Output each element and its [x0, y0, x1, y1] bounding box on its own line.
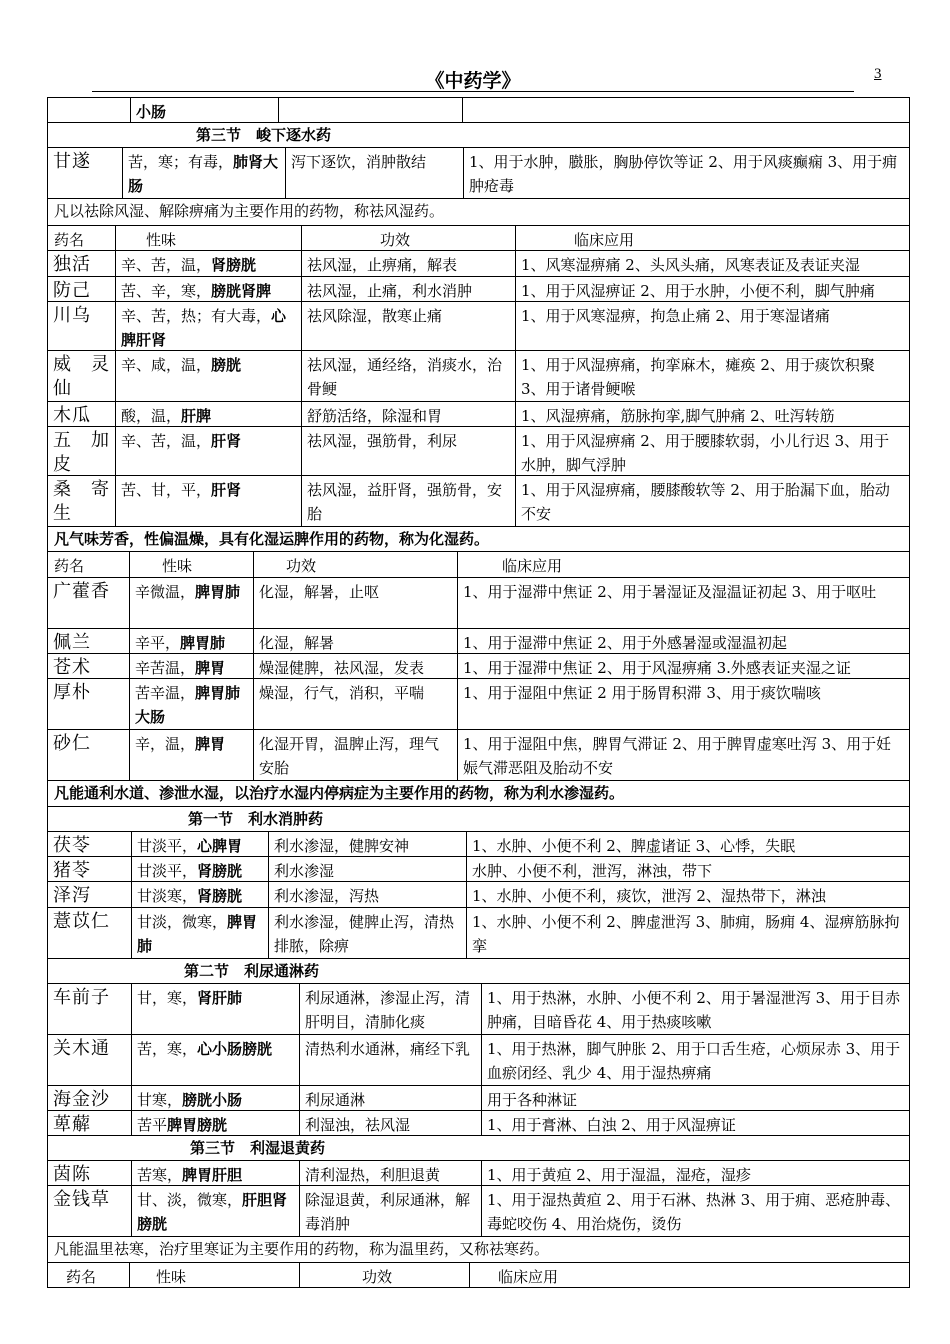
- prop-text: 辛，温，: [135, 735, 196, 753]
- intro-row: [47, 199, 910, 226]
- app-cell: 1、用于湿滞中焦证 2、用于外感暑湿或湿温初起: [463, 634, 787, 652]
- app-cell: 用于各种淋证: [487, 1091, 578, 1109]
- lishui3-block: [47, 1161, 910, 1237]
- app-cell: 1、用于湿热黄疸 2、用于石淋、热淋 3、用于痈、恶疮肿毒、毒蛇咬伤 4、用治烧伤，烫伤: [487, 1191, 901, 1233]
- organ-text: 脾胃膀胱: [167, 1116, 228, 1134]
- table-row: [47, 302, 910, 351]
- prop-cell: [132, 1161, 300, 1185]
- table-row: [47, 629, 910, 654]
- prop-cell: [132, 857, 269, 881]
- herb-name: 防己: [48, 277, 116, 301]
- prop-text: 甘寒，: [137, 1091, 183, 1109]
- prop-text: 辛苦温，: [135, 659, 196, 677]
- table-header-row: [47, 552, 910, 578]
- table-row: [47, 1035, 910, 1086]
- organ-text: 肝肾: [211, 481, 242, 499]
- app-cell: 1、用于膏淋、白浊 2、用于风湿痹证: [487, 1116, 736, 1134]
- column-header: 临床应用: [498, 1268, 559, 1286]
- column-header: 药名: [48, 226, 116, 250]
- page-header: [92, 66, 882, 92]
- column-header: 性味: [130, 1263, 300, 1287]
- prop-text: 苦辛温，: [135, 684, 196, 702]
- herb-name: 川乌: [48, 302, 116, 350]
- effect-cell: 化湿开胃，温脾止泻，理气安胎: [254, 730, 458, 780]
- effect-cell: 舒筋活络，除湿和胃: [302, 402, 516, 426]
- column-header: 药名: [48, 552, 130, 577]
- table-row: [47, 148, 910, 199]
- herb-name: 茵陈: [48, 1161, 132, 1185]
- prop-text: 酸，温，: [121, 407, 182, 425]
- organ-text: 心脾肝肾: [121, 307, 287, 349]
- organ-text: 肾膀胱: [197, 862, 243, 880]
- effect-cell: 化湿，解暑，止呕: [254, 578, 458, 628]
- column-header: 性味: [116, 226, 302, 250]
- app-cell: 1、用于湿滞中焦证 2、用于暑湿证及湿温证初起 3、用于呕吐: [463, 583, 877, 601]
- organ-text: 脾胃肺: [180, 634, 226, 652]
- effect-cell: 祛风湿，止痹痛，解表: [302, 251, 516, 276]
- prop-text: 甘淡寒，: [137, 887, 198, 905]
- prop-text: 辛平，: [135, 634, 181, 652]
- app-cell: 1、用于热淋，水肿、小便不利 2、用于暑湿泄泻 3、用于目赤肿痛，目暗昏花 4、用于热痰咳嗽: [487, 989, 901, 1031]
- effect-cell: 利水渗湿: [269, 857, 467, 881]
- prop-cell: [132, 908, 269, 958]
- section-heading-row: [47, 123, 910, 148]
- herb-name: 猪苓: [48, 857, 132, 881]
- huashi-block: [47, 552, 910, 781]
- organ-text: 脾胃肺: [137, 913, 258, 955]
- organ-text: 肝肾: [211, 432, 242, 450]
- prop-cell: [116, 351, 302, 401]
- prop-text: 苦、辛，寒，: [121, 282, 212, 300]
- prop-cell: 小肠: [131, 98, 279, 122]
- app-cell: 1、用于湿阻中焦，脾胃气滞证 2、用于脾胃虚寒吐泻 3、用于妊娠气滞恶阻及胎动不安: [463, 735, 892, 777]
- prop-cell: [116, 402, 302, 426]
- effect-cell: 利湿浊，祛风湿: [300, 1111, 482, 1135]
- herb-name: 关木通: [48, 1035, 132, 1085]
- table-row: [47, 251, 910, 277]
- table-row: [47, 832, 910, 857]
- effect-cell: 燥湿，行气，消积，平喘: [254, 679, 458, 729]
- table-row: [47, 1086, 910, 1111]
- effect-cell: 燥湿健脾，祛风湿，发表: [254, 654, 458, 678]
- column-header: 临床应用: [574, 231, 635, 249]
- effect-cell: 化湿，解暑: [254, 629, 458, 653]
- section-heading: 第二节 利尿通淋药: [184, 962, 320, 980]
- effect-cell: 利水渗湿，泻热: [269, 882, 467, 907]
- prop-cell: [132, 984, 300, 1034]
- herb-name: 薏苡仁: [48, 908, 132, 958]
- table-row: [47, 1161, 910, 1186]
- prop-text: 苦平: [137, 1116, 168, 1134]
- organ-text: 脾胃肺大肠: [135, 684, 241, 726]
- section-heading-row: [47, 959, 910, 984]
- prop-text: 辛、苦，热；有大毒，: [121, 307, 272, 325]
- organ-text: 肝胆肾膀胱: [137, 1191, 288, 1233]
- lishui1-block: [47, 832, 910, 959]
- category-intro: 凡气味芳香，性偏温燥，具有化湿运脾作用的药物，称为化湿药。: [54, 530, 490, 548]
- table-row: [47, 277, 910, 302]
- table-row: [47, 1186, 910, 1237]
- prop-text: 苦，寒，: [137, 1040, 198, 1058]
- app-cell: 1、用于风寒湿痹，拘急止痛 2、用于寒湿诸痛: [521, 307, 830, 325]
- effect-cell: 除湿退黄，利尿通淋，解毒消肿: [300, 1186, 482, 1236]
- table-row: [47, 857, 910, 882]
- table-row: [47, 351, 910, 402]
- herb-name: 苍术: [48, 654, 130, 678]
- effect-cell: 祛风湿，止痛，利水消肿: [302, 277, 516, 301]
- herb-name: 桑 寄生: [48, 476, 116, 526]
- effect-cell: 利水渗湿，健脾安神: [269, 832, 467, 856]
- effect-cell: 利水渗湿，健脾止泻，清热排脓，除痹: [269, 908, 467, 958]
- prop-cell: [116, 277, 302, 301]
- prop-text: 辛、咸，温，: [121, 356, 212, 374]
- qufeng-block: [47, 226, 910, 527]
- prop-cell: [132, 1086, 300, 1110]
- herb-name: 车前子: [48, 984, 132, 1034]
- intro-row: [47, 527, 910, 552]
- organ-text: 脾胃: [195, 659, 226, 677]
- section-heading: 第三节 利湿退黄药: [190, 1139, 326, 1157]
- herb-table: [47, 97, 910, 1288]
- organ-text: 肾膀胱: [197, 887, 243, 905]
- prop-cell: [116, 251, 302, 276]
- prop-cell: [132, 832, 269, 856]
- section-heading-row: [47, 1136, 910, 1161]
- app-cell: 1、水肿、小便不利 2、脾虚诸证 3、心悸，失眠: [472, 837, 796, 855]
- organ-text: 心脾胃: [197, 837, 243, 855]
- prop-text: 辛、苦，温，: [121, 432, 212, 450]
- organ-text: 膀胱: [211, 356, 242, 374]
- prop-cell: [132, 1186, 300, 1236]
- organ-text: 心小肠膀胱: [197, 1040, 273, 1058]
- effect-cell: 泻下逐饮，消肿散结: [286, 148, 464, 198]
- app-cell: 1、风寒湿痹痛 2、头风头痛，风寒表证及表证夹湿: [521, 256, 860, 274]
- category-intro: 凡能通利水道、渗泄水湿，以治疗水湿内停病症为主要作用的药物，称为利水渗湿药。: [54, 784, 625, 802]
- app-cell: 1、用于风湿痹痛，腰膝酸软等 2、用于胎漏下血，胎动不安: [521, 481, 890, 523]
- app-cell: 1、用于湿阻中焦证 2 用于肠胃积滞 3、用于痰饮喘咳: [463, 684, 821, 702]
- prop-cell: [132, 1111, 300, 1135]
- table-row: [47, 984, 910, 1035]
- effect-cell: 祛风湿，通经络，消痰水，治骨鲠: [302, 351, 516, 401]
- prop-cell: [130, 654, 254, 678]
- herb-name: 砂仁: [48, 730, 130, 780]
- prop-cell: [130, 629, 254, 653]
- prop-cell: [116, 302, 302, 350]
- effect-cell: 祛风湿，益肝肾，强筋骨，安胎: [302, 476, 516, 526]
- prop-cell: [130, 679, 254, 729]
- prop-text: 甘，寒，: [137, 989, 198, 1007]
- organ-text: 肾膀胱: [211, 256, 257, 274]
- table-row: [47, 98, 910, 123]
- organ-text: 脾胃肝胆: [182, 1166, 243, 1184]
- table-row: [47, 654, 910, 679]
- prop-cell: [116, 427, 302, 475]
- section-heading-row: [47, 807, 910, 832]
- prop-text: 辛微温，: [135, 583, 196, 601]
- column-header: 功效: [300, 1263, 470, 1287]
- table-row: [47, 402, 910, 427]
- effect-cell: 祛风湿，强筋骨，利尿: [302, 427, 516, 475]
- column-header: 功效: [254, 552, 458, 577]
- header-rule: [92, 91, 854, 92]
- herb-name: 木瓜: [48, 402, 116, 426]
- app-cell: 1、用于水肿，臌胀，胸胁停饮等证 2、用于风痰癫痫 3、用于痈肿疮毒: [469, 153, 898, 195]
- intro-row: [47, 1237, 910, 1263]
- table-row: [47, 908, 910, 959]
- herb-name: 萆薢: [48, 1111, 132, 1135]
- organ-text: 脾胃: [195, 735, 226, 753]
- page-title: 《中药学》: [425, 70, 521, 92]
- effect-cell: 利尿通淋: [300, 1086, 482, 1110]
- category-intro: 凡能温里祛寒，治疗里寒证为主要作用的药物，称为温里药，又称祛寒药。: [54, 1240, 550, 1258]
- app-cell: 水肿、小便不利，泄泻，淋浊，带下: [472, 862, 713, 880]
- app-cell: 1、水肿、小便不利 2、脾虚泄泻 3、肺痈，肠痈 4、湿痹筋脉拘挛: [472, 913, 900, 955]
- prop-cell: [116, 476, 302, 526]
- prop-text: 苦、甘，平，: [121, 481, 212, 499]
- column-header: 临床应用: [502, 557, 563, 575]
- wenli-block: [47, 1263, 910, 1288]
- prop-text: 辛、苦，温，: [121, 256, 212, 274]
- lishui2-block: [47, 984, 910, 1136]
- herb-name: 厚朴: [48, 679, 130, 729]
- section-heading: 第三节 峻下逐水药: [196, 126, 332, 144]
- prop-text: 甘淡平，: [137, 837, 198, 855]
- app-cell: 1、用于风湿痹痛，拘挛麻木，瘫痪 2、用于痰饮积聚 3、用于诸骨鲠喉: [521, 356, 875, 398]
- organ-text: 膀胱小肠: [182, 1091, 243, 1109]
- prop-cell: [132, 1035, 300, 1085]
- herb-name: 独活: [48, 251, 116, 276]
- organ-text: 肝脾: [181, 407, 212, 425]
- table-header-row: [47, 1263, 910, 1288]
- herb-name: 海金沙: [48, 1086, 132, 1110]
- column-header: 药名: [48, 1263, 130, 1287]
- table-row: [47, 427, 910, 476]
- prop-cell: [130, 730, 254, 780]
- prop-text: 甘淡平，: [137, 862, 198, 880]
- prop-text: 苦寒，: [137, 1166, 183, 1184]
- column-header: 功效: [302, 226, 516, 250]
- herb-name: 甘遂: [48, 148, 123, 198]
- herb-name: 佩兰: [48, 629, 130, 653]
- herb-name: 茯苓: [48, 832, 132, 856]
- table-header-row: [47, 226, 910, 251]
- table-row: [47, 1111, 910, 1136]
- table-row: [47, 476, 910, 527]
- herb-name: 五 加皮: [48, 427, 116, 475]
- organ-text: 肾肝肺: [197, 989, 243, 1007]
- organ-text: 脾胃肺: [195, 583, 241, 601]
- intro-row: [47, 781, 910, 807]
- table-row: [47, 730, 910, 781]
- prop-cell: [132, 882, 269, 907]
- app-cell: 1、用于湿滞中焦证 2、用于风湿痹痛 3.外感表证夹湿之证: [463, 659, 851, 677]
- effect-cell: 清利湿热，利胆退黄: [300, 1161, 482, 1185]
- app-cell: 1、用于风湿痹痛 2、用于腰膝软弱，小儿行迟 3、用于水肿，脚气浮肿: [521, 432, 890, 474]
- prop-text: 甘、淡，微寒，: [137, 1191, 243, 1209]
- prop-cell: [130, 578, 254, 628]
- prop-text: 甘淡，微寒，: [137, 913, 228, 931]
- herb-name: 金钱草: [48, 1186, 132, 1236]
- herb-name: 泽泻: [48, 882, 132, 907]
- column-header: 性味: [130, 552, 254, 577]
- category-intro: 凡以祛除风湿、解除痹痛为主要作用的药物，称祛风湿药。: [54, 202, 445, 220]
- page-number: 3: [874, 66, 882, 82]
- section-heading: 第一节 利水消肿药: [188, 810, 324, 828]
- app-cell: 1、用于黄疸 2、用于湿温，湿疮，湿疹: [487, 1166, 751, 1184]
- app-cell: 1、水肿、小便不利，痰饮，泄泻 2、湿热带下，淋浊: [472, 887, 826, 905]
- organ-text: 膀胱肾脾: [211, 282, 272, 300]
- effect-cell: 祛风除湿，散寒止痛: [302, 302, 516, 350]
- table-row: [47, 882, 910, 908]
- effect-cell: 清热利水通淋，痛经下乳: [300, 1035, 482, 1085]
- prop-cell: 苦，寒；有毒，肺肾大肠: [123, 148, 286, 198]
- table-row: [47, 679, 910, 730]
- app-cell: 1、用于热淋，脚气肿胀 2、用于口舌生疮，心烦尿赤 3、用于血瘀闭经、乳少 4、用于湿热痹痛: [487, 1040, 901, 1082]
- app-cell: 1、风湿痹痛，筋脉拘挛,脚气肿痛 2、吐泻转筋: [521, 407, 835, 425]
- herb-name: 广藿香: [48, 578, 130, 628]
- app-cell: 1、用于风湿痹证 2、用于水肿，小便不利，脚气肿痛: [521, 282, 875, 300]
- effect-cell: 利尿通淋，渗湿止泻，清肝明目，清肺化痰: [300, 984, 482, 1034]
- herb-name: 威 灵仙: [48, 351, 116, 401]
- table-row: [47, 578, 910, 629]
